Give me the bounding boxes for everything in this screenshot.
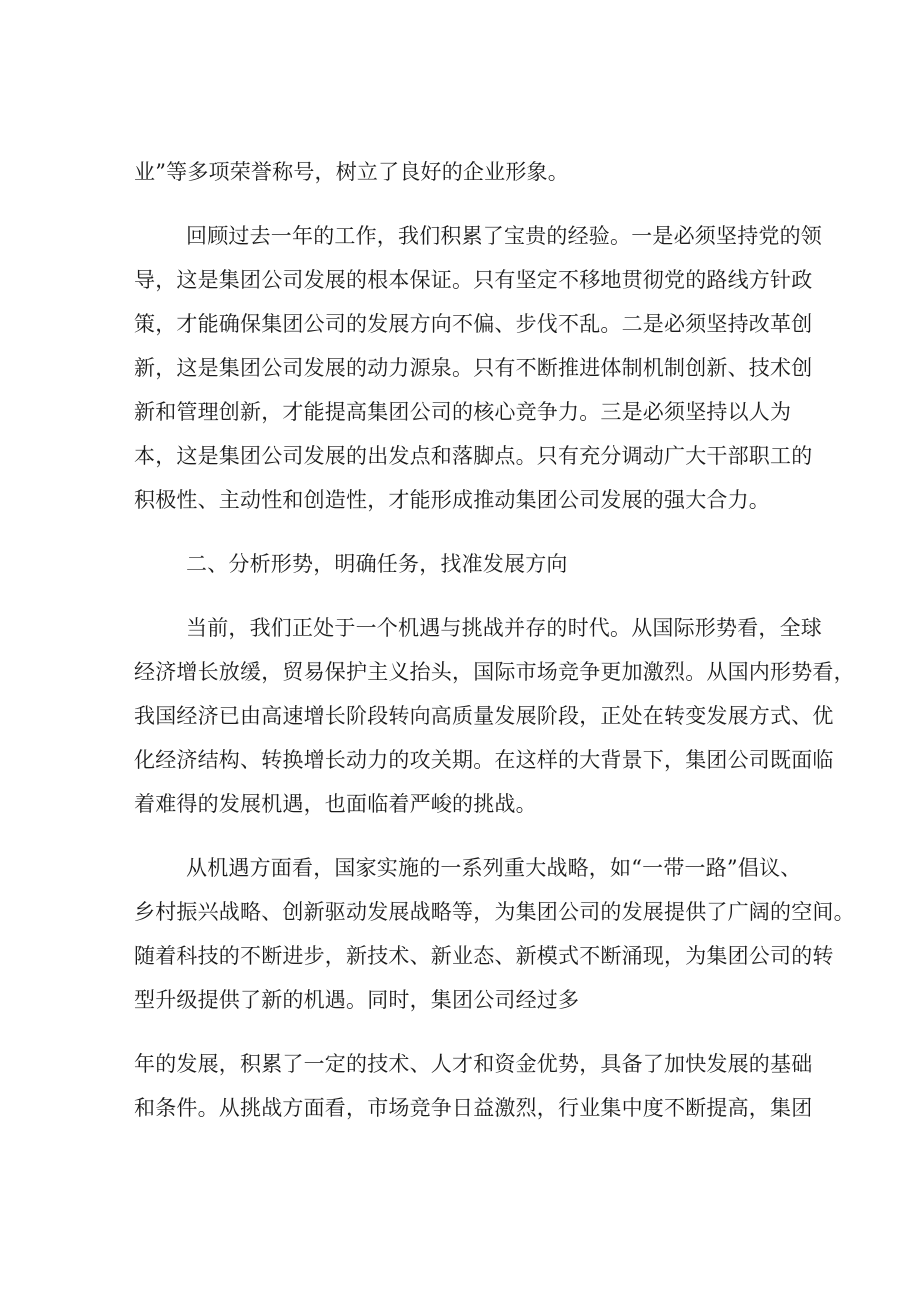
section-heading: 二、分析形势，明确任务，找准发展方向 bbox=[186, 552, 568, 576]
paragraph-3-line-3: 我国经济已由高速增长阶段转向高质量发展阶段，正处在转变发展方式、优 bbox=[134, 704, 834, 728]
paragraph-2-line-4: 新，这是集团公司发展的动力源泉。只有不断推进体制机制创新、技术创 bbox=[134, 356, 813, 380]
paragraph-5-line-1: 年的发展，积累了一定的技术、人才和资金优势，具备了加快发展的基础 bbox=[134, 1052, 813, 1076]
paragraph-3-line-4: 化经济结构、转换增长动力的攻关期。在这样的大背景下，集团公司既面临 bbox=[134, 748, 834, 772]
paragraph-2-line-1: 回顾过去一年的工作，我们积累了宝贵的经验。一是必须坚持党的领 bbox=[186, 224, 822, 248]
paragraph-5-line-2: 和条件。从挑战方面看，市场竞争日益激烈，行业集中度不断提高，集团 bbox=[134, 1096, 813, 1120]
paragraph-3-line-1: 当前，我们正处于一个机遇与挑战并存的时代。从国际形势看，全球 bbox=[186, 616, 822, 640]
paragraph-2-line-5: 新和管理创新，才能提高集团公司的核心竞争力。三是必须坚持以人为 bbox=[134, 400, 792, 424]
paragraph-4-line-3: 随着科技的不断进步，新技术、新业态、新模式不断涌现，为集团公司的转 bbox=[134, 944, 834, 968]
paragraph-3-line-2: 经济增长放缓，贸易保护主义抬头，国际市场竞争更加激烈。从国内形势看， bbox=[134, 660, 855, 684]
paragraph-2-line-6: 本，这是集团公司发展的出发点和落脚点。只有充分调动广大干部职工的 bbox=[134, 444, 813, 468]
paragraph-2-line-3: 策，才能确保集团公司的发展方向不偏、步伐不乱。二是必须坚持改革创 bbox=[134, 312, 813, 336]
text-line-1: 业”等多项荣誉称号，树立了良好的企业形象。 bbox=[134, 160, 569, 184]
paragraph-2-line-2: 导，这是集团公司发展的根本保证。只有坚定不移地贯彻党的路线方针政 bbox=[134, 268, 813, 292]
paragraph-4-line-1: 从机遇方面看，国家实施的一系列重大战略，如“一带一路”倡议、 bbox=[186, 856, 802, 880]
paragraph-3-line-5: 着难得的发展机遇，也面临着严峻的挑战。 bbox=[134, 792, 537, 816]
paragraph-4-line-4: 型升级提供了新的机遇。同时，集团公司经过多 bbox=[134, 988, 580, 1012]
paragraph-4-line-2: 乡村振兴战略、创新驱动发展战略等，为集团公司的发展提供了广阔的空间。 bbox=[134, 900, 855, 924]
paragraph-2-line-7: 积极性、主动性和创造性，才能形成推动集团公司发展的强大合力。 bbox=[134, 488, 770, 512]
